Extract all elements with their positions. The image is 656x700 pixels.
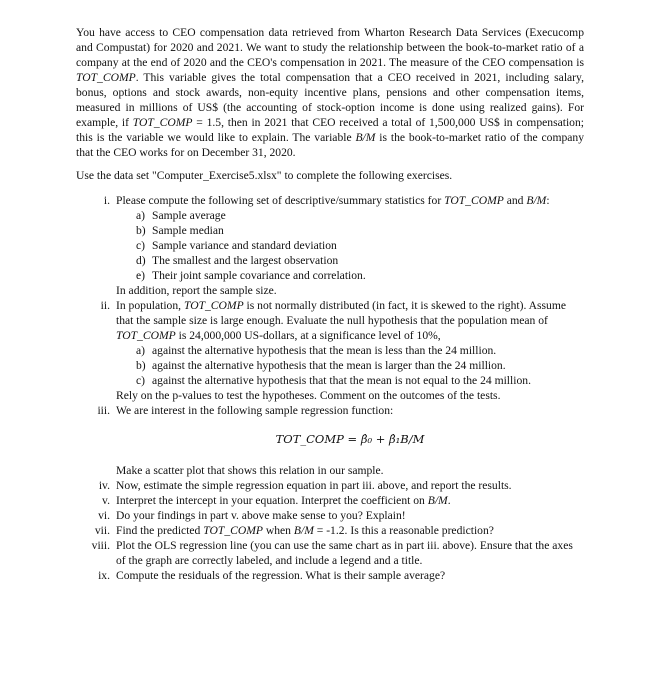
item-number: v. [102, 494, 110, 507]
alternatives-list [116, 343, 584, 388]
exercise-item-ii [76, 298, 584, 403]
pvalue-note: Rely on the p-values to test the hypotheses. Comment on the outcomes of the tests. [116, 389, 501, 402]
item-text: In population, TOT_COMP is not normally distributed (in fact, it is skewed to the right). Assume that the sample size is large enough. Evaluate the null hypothesis that the population mean of TOT_COMP is 24,000,000 US-dollars, at a significance level of 10%, [116, 299, 566, 342]
item-text: We are interest in the following sample regression function: [116, 404, 394, 417]
data-instruction: Use the data set "Computer_Exercise5.xlsx" to complete the following exercises. [76, 169, 453, 182]
exercise-item-ix [76, 568, 584, 583]
item-text: Find the predicted TOT_COMP when B/M = -1.2. Is this a reasonable prediction? [116, 524, 494, 537]
item-number: iii. [97, 404, 110, 417]
item-number: viii. [91, 539, 110, 552]
item-number: vii. [94, 524, 110, 537]
exercise-list [76, 193, 584, 583]
alternative-item: c) against the alternative hypothesis that that the mean is not equal to the 24 million. [136, 374, 531, 387]
item-text: Plot the OLS regression line (you can use the same chart as in part iii. above). Ensure that the axes of the graph are correctly labeled, and include a legend and a title. [116, 539, 573, 567]
alternative-item: b) against the alternative hypothesis that the mean is larger than the 24 million. [136, 359, 506, 372]
exercise-item-iv [76, 478, 584, 493]
item-text: Interpret the intercept in your equation. Interpret the coefficient on B/M. [116, 494, 451, 507]
exercise-item-v [76, 493, 584, 508]
sample-size-note: In addition, report the sample size. [116, 284, 277, 297]
item-text: Please compute the following set of descriptive/summary statistics for TOT_COMP and B/M: [116, 194, 550, 207]
item-text: Now, estimate the simple regression equation in part iii. above, and report the results. [116, 479, 512, 492]
exercise-item-iii [76, 403, 584, 478]
item-number: ix. [98, 569, 110, 582]
exercise-item-i [76, 193, 584, 298]
item-number: vi. [98, 509, 110, 522]
scatter-note: Make a scatter plot that shows this relation in our sample. [116, 464, 384, 477]
alternative-item: a) against the alternative hypothesis that the mean is less than the 24 million. [136, 344, 497, 357]
exercise-item-vii [76, 523, 584, 538]
exercise-item-vi [76, 508, 584, 523]
exercise-item-viii [76, 538, 584, 568]
regression-formula: TOT_COMP = β̂₀ + β̂₁B/M [275, 432, 425, 446]
item-text: Compute the residuals of the regression. What is their sample average? [116, 569, 446, 582]
stats-item: a) Sample average [136, 209, 226, 222]
stats-item: d) The smallest and the largest observation [136, 254, 339, 267]
stats-item: c) Sample variance and standard deviation [136, 239, 337, 252]
item-number: i. [103, 194, 110, 207]
item-number: iv. [98, 479, 110, 492]
intro-paragraph: You have access to CEO compensation data retrieved from Wharton Research Data Services (Execucomp and Compustat) for 2020 and 2021. We want to study the relationship between the book-to-market ratio of a company at the end of 2020 and the CEO's compensation in 2021. The measure of the CEO compensation is TOT_COMP. This variable gives the total compensation that a CEO received in 2021, including salary, bonus, options and stock awards, non-equity incentive plans, pensions and other compensation items, measured in millions of US$ (the accounting of stock-option income is done using realized gains). For example, if TOT_COMP = 1.5, then in 2021 that CEO received a total of 1,500,000 US$ in compensation; this is the variable we would like to explain. The variable B/M is the book-to-market ratio of the company that the CEO works for on December 31, 2020. [76, 26, 584, 159]
stats-item: e) Their joint sample covariance and correlation. [136, 269, 366, 282]
stats-list [116, 208, 584, 283]
stats-item: b) Sample median [136, 224, 224, 237]
document-page [76, 25, 584, 583]
item-text: Do your findings in part v. above make sense to you? Explain! [116, 509, 406, 522]
item-number: ii. [100, 299, 110, 312]
